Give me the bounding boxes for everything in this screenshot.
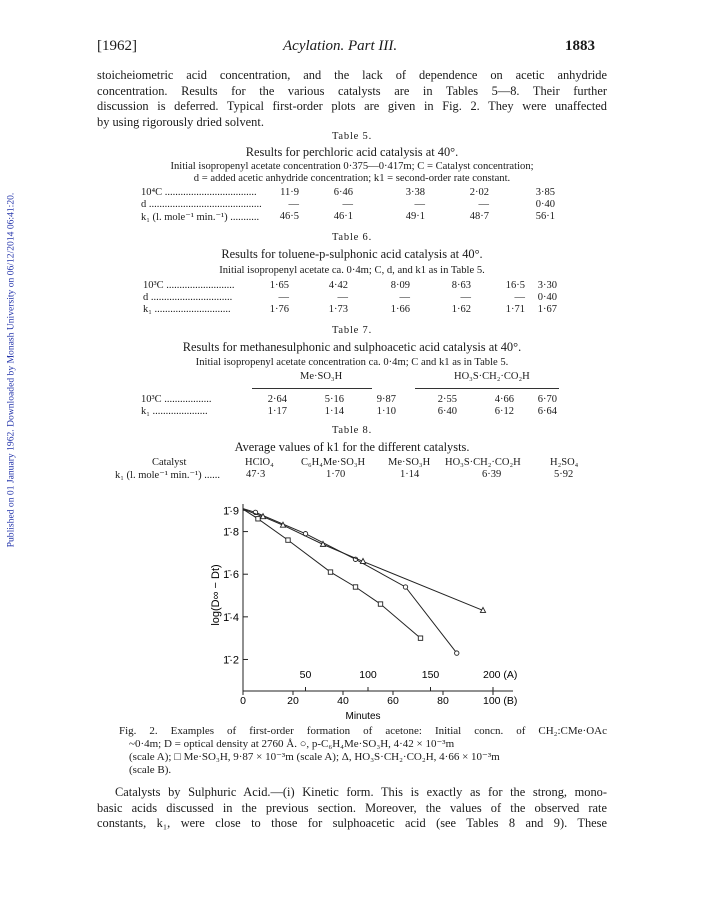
x-tick-label-scale-a: 100 (359, 669, 377, 681)
body-paragraph (97, 785, 607, 832)
data-point-square (378, 602, 382, 606)
table-cell: 8·09 (390, 280, 410, 291)
table-cell: — (288, 199, 299, 210)
x-tick-label-scale-b: 60 (387, 695, 399, 707)
caption-line: (scale A); □ Me·SO₃H, 9·87 × 10⁻³m (scale A); Δ, HO₃S·CH₂·CO₂H, 4·66 × 10⁻³m (129, 751, 500, 763)
table-cell: 46·1 (333, 211, 353, 222)
data-point-circle (455, 651, 459, 655)
table-cell: 6·12 (494, 406, 514, 417)
table-cell: 8·63 (451, 280, 471, 291)
table-cell: 4·42 (328, 280, 348, 291)
row-label: d ........................................... (141, 199, 262, 210)
row-label: k₁ (l. mole⁻¹ min.⁻¹) ...... (115, 470, 221, 481)
table-cell: 3·30 (537, 280, 557, 291)
row-label: Catalyst (152, 457, 187, 468)
table-cell: 2·02 (469, 187, 489, 198)
text-line: concentration. Results for the various catalysts are in Tables 5—8. Their further (97, 83, 607, 98)
x-tick-label-scale-b: 20 (287, 695, 299, 707)
row-label: 10⁴C ................................... (141, 187, 257, 198)
running-year: [1962] (97, 38, 137, 54)
table-cell: 1·76 (269, 304, 289, 315)
table5-note: Initial isopropenyl acetate concentration 0·375—0·417m; C = Catalyst concentration; (170, 161, 534, 172)
table-cell: — (342, 199, 353, 210)
table-cell: — (478, 199, 489, 210)
data-point-square (353, 585, 357, 589)
series-line-circle (243, 509, 457, 654)
table-cell: 2·64 (267, 394, 287, 405)
table8-heading: Table 8. (331, 425, 373, 436)
data-point-square (256, 517, 260, 521)
table-cell: 16·5 (505, 280, 525, 291)
row-label: k₁ ..................... (141, 406, 208, 417)
table-cell: 56·1 (535, 211, 555, 222)
page-number: 1883 (565, 38, 595, 54)
table7-group-methanesulphonic: Me·SO₃H (300, 371, 343, 382)
table-cell: 6·64 (537, 406, 557, 417)
y-tick-label: 1̄·6 (223, 569, 239, 582)
running-title: Acylation. Part III. (283, 38, 398, 54)
table-cell: 2·55 (437, 394, 457, 405)
y-tick-label: 1̄·2 (223, 654, 239, 667)
table-cell: C₆H₄Me·SO₃H (301, 457, 366, 468)
text-line: basic acids discussed in the previous section. Moreover, the values of the observed rate (97, 800, 607, 815)
table8-caption: Average values of k1 for the different catalysts. (234, 440, 470, 454)
x-axis-label: Minutes (345, 711, 381, 722)
text-line: stoicheiometric acid concentration, and the lack of dependence on acetic anhydride (97, 68, 607, 82)
data-point-square (328, 570, 332, 574)
caption-line: Fig. 2. Examples of first-order formation of acetone: Initial concn. of CH₂:CMe·OAc (119, 725, 607, 737)
first-order-plot (210, 498, 518, 723)
table-cell: 11·9 (280, 187, 299, 198)
table-cell: 47·3 (246, 469, 266, 480)
table-cell: 46·5 (279, 211, 299, 222)
y-tick-label: 1̄·8 (223, 526, 239, 539)
intro-paragraph (97, 68, 607, 130)
caption-line: ~0·4m; D = optical density at 2760 Å. ○, p-C₆H₄Me·SO₃H, 4·42 × 10⁻³m (129, 738, 455, 750)
table-cell: — (514, 292, 525, 303)
table-cell: 1·65 (269, 280, 289, 291)
x-tick-label-scale-b: 100 (B) (483, 695, 518, 707)
text-line: discussion is deferred. Typical first-order plots are given in Fig. 2. They were unaffected (97, 99, 607, 113)
table-cell: 1·67 (537, 304, 557, 315)
table-cell: 0·40 (535, 199, 555, 210)
table-cell: — (460, 292, 471, 303)
table-cell: 5·16 (324, 394, 344, 405)
table-cell: — (337, 292, 348, 303)
table7-heading: Table 7. (331, 325, 373, 336)
table6-note: Initial isopropenyl acetate ca. 0·4m; C, d, and k1 as in Table 5. (219, 265, 485, 276)
data-point-circle (403, 585, 407, 589)
caption-line: (scale B). (129, 764, 172, 776)
x-tick-label-scale-a: 200 (A) (483, 669, 518, 681)
download-watermark (4, 160, 18, 580)
table-cell: 1·10 (376, 406, 396, 417)
data-point-square (286, 538, 290, 542)
table-cell: 1·62 (451, 304, 471, 315)
table-cell: 9·87 (376, 394, 396, 405)
table-cell: 6·40 (437, 406, 457, 417)
table-cell: 1·14 (400, 469, 420, 480)
table-cell: 1·73 (328, 304, 348, 315)
figure-caption (119, 725, 607, 777)
table-cell: 5·92 (554, 469, 574, 480)
table-cell: 1·17 (267, 406, 287, 417)
table-cell: 6·39 (482, 469, 502, 480)
group-rule (415, 388, 559, 389)
table-cell: 3·38 (405, 187, 425, 198)
data-point-square (418, 636, 422, 640)
text-line: constants, k₁, were close to those for sulphoacetic acid (see Tables 8 and 9). These (97, 816, 607, 830)
table7-note: Initial isopropenyl acetate concentration ca. 0·4m; C and k1 as in Table 5. (195, 357, 509, 368)
table-cell: 1·71 (505, 304, 525, 315)
table-cell: HO₃S·CH₂·CO₂H (445, 457, 521, 468)
text-line: Catalysts by Sulphuric Acid.—(i) Kinetic form. This is exactly as for the strong, mono- (115, 785, 607, 799)
row-label: 10³C .................. (141, 394, 212, 405)
table7-group-sulphoacetic: HO₃S·CH₂·CO₂H (454, 371, 530, 382)
table-cell: 3·85 (535, 187, 555, 198)
table-cell: H₂SO₄ (550, 457, 579, 468)
x-tick-label-scale-a: 150 (421, 669, 440, 681)
table7-caption: Results for methanesulphonic and sulphoacetic acid catalysis at 40°. (182, 340, 522, 354)
row-label: 10³C .......................... (143, 280, 235, 291)
y-tick-label: 1̄·4 (223, 611, 239, 624)
table-cell: 6·70 (537, 394, 557, 405)
table-cell: 48·7 (469, 211, 489, 222)
row-label: k₁ (l. mole⁻¹ min.⁻¹) ........... (141, 212, 260, 223)
table-cell: 1·70 (326, 469, 346, 480)
x-tick-label-scale-b: 40 (337, 695, 349, 707)
table-cell: — (414, 199, 425, 210)
table-cell: 1·66 (390, 304, 410, 315)
table-cell: 49·1 (405, 211, 425, 222)
y-axis-label: log(D∞ − Dt) (210, 564, 222, 626)
x-tick-label-scale-a: 50 (299, 669, 312, 681)
table-cell: 6·46 (333, 187, 353, 198)
y-tick-label: 1̄·9 (223, 505, 239, 518)
table-cell: Me·SO₃H (388, 457, 431, 468)
table5-caption: Results for perchloric acid catalysis at 40°. (245, 145, 459, 159)
watermark-text: Published on 01 January 1962. Downloaded by Monash University on 06/12/2014 06:41:20. (5, 192, 17, 548)
table-cell: — (399, 292, 410, 303)
table-cell: HClO₄ (245, 457, 274, 468)
table-cell: 1·14 (324, 406, 344, 417)
table6-caption: Results for toluene-p-sulphonic acid catalysis at 40°. (221, 247, 483, 261)
x-tick-label-scale-b: 80 (437, 695, 449, 707)
text-line: by using rigorously dried solvent. (97, 114, 264, 129)
group-rule (252, 388, 372, 389)
row-label: d ............................... (143, 292, 233, 303)
x-tick-label-scale-b: 0 (240, 695, 246, 707)
table-cell: 4·66 (494, 394, 514, 405)
table-cell: 0·40 (537, 292, 557, 303)
table-cell: — (278, 292, 289, 303)
row-label: k₁ ............................. (143, 304, 231, 315)
table5-note: d = added acetic anhydride concentration; k1 = second-order rate constant. (193, 173, 511, 184)
table5-heading: Table 5. (331, 131, 373, 142)
table6-heading: Table 6. (331, 232, 373, 243)
